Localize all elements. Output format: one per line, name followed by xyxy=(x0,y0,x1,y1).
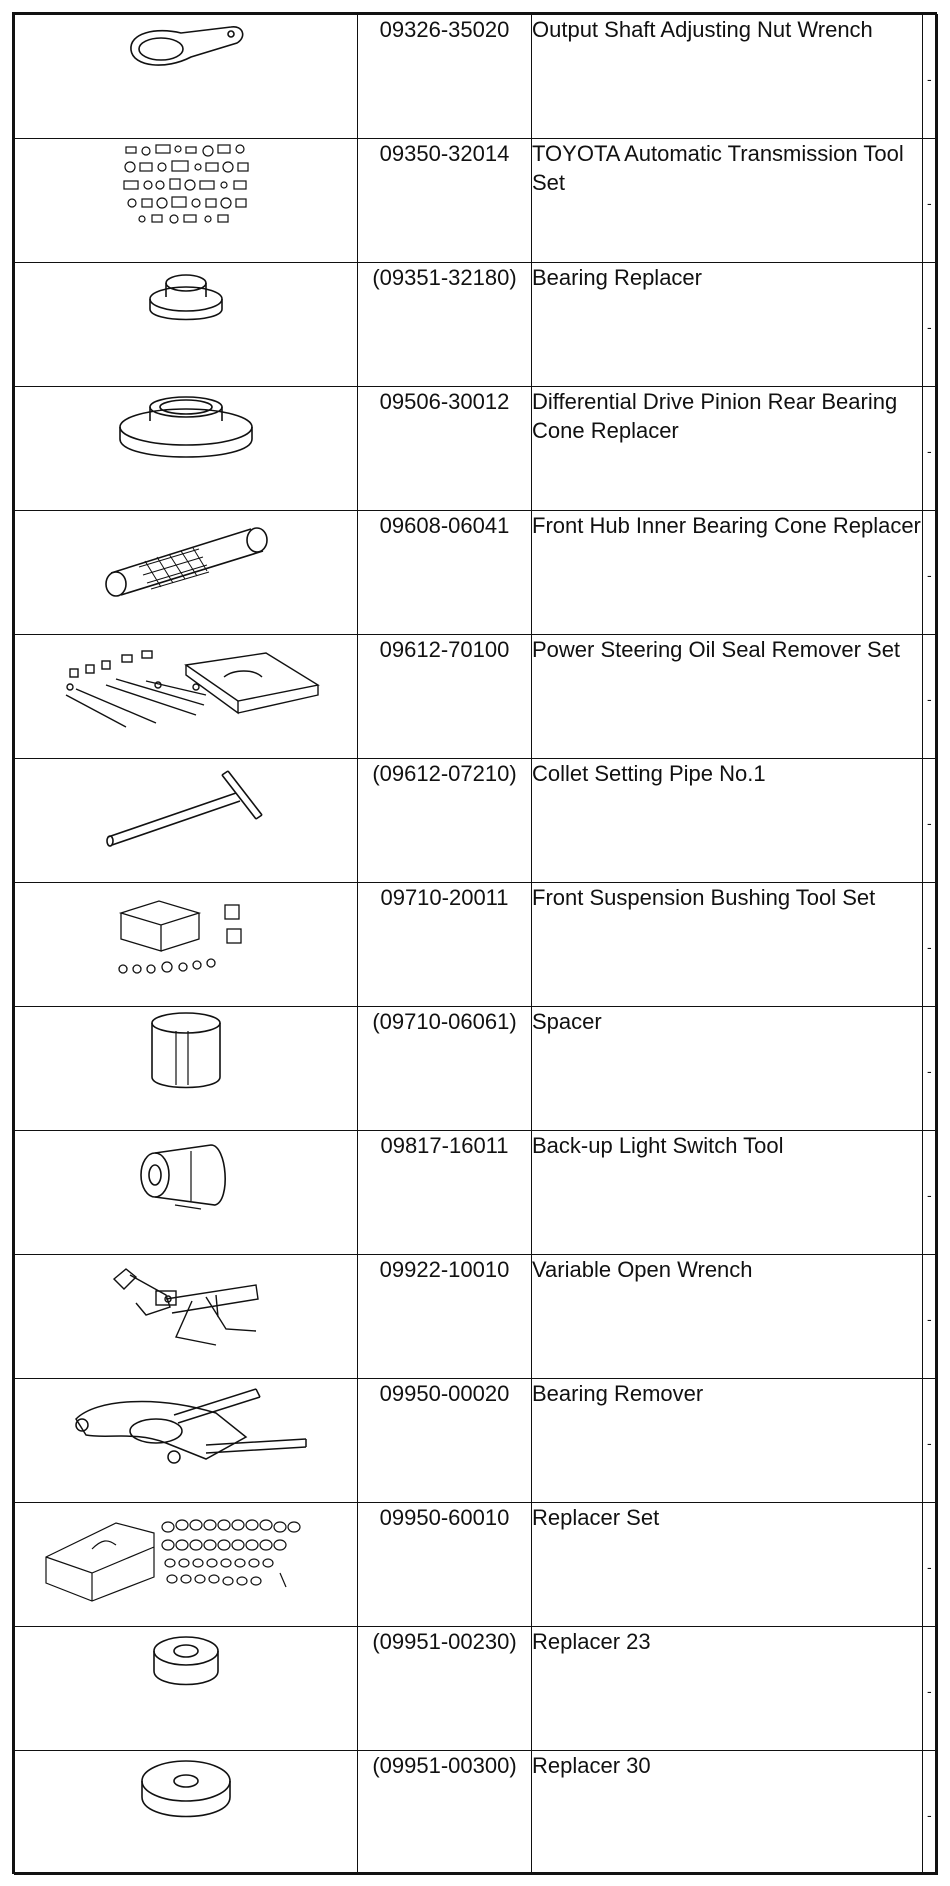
tool-illustration-cell xyxy=(15,759,358,883)
tool-name: Bearing Replacer xyxy=(532,263,923,387)
part-number: (09951-00230) xyxy=(358,1627,532,1751)
table-row xyxy=(15,759,938,883)
tool-name: TOYOTA Automatic Transmission Tool Set xyxy=(532,139,923,263)
note-mark: - xyxy=(927,1187,932,1203)
bushing-tool-set-icon xyxy=(111,883,261,983)
note-mark: - xyxy=(927,1311,932,1327)
tool-illustration-cell xyxy=(15,511,358,635)
note-mark: - xyxy=(927,691,932,707)
table-row xyxy=(15,1379,938,1503)
tool-illustration-cell xyxy=(15,1255,358,1379)
t-handle-pipe-icon xyxy=(96,759,276,849)
tool-name: Replacer 23 xyxy=(532,1627,923,1751)
tool-illustration-cell xyxy=(15,1751,358,1875)
tools-table xyxy=(14,14,938,1875)
tool-illustration-cell xyxy=(15,1503,358,1627)
tool-name: Differential Drive Pinion Rear Bearing Cone Replacer xyxy=(532,387,923,511)
spacer-icon xyxy=(136,1007,236,1097)
part-number: (09351-32180) xyxy=(358,263,532,387)
table-row xyxy=(15,1751,938,1875)
tool-illustration-cell xyxy=(15,1379,358,1503)
switch-tool-socket-icon xyxy=(131,1131,241,1221)
tool-name: Front Hub Inner Bearing Cone Replacer xyxy=(532,511,923,635)
table-row xyxy=(15,263,938,387)
table-row xyxy=(15,15,938,139)
table-row xyxy=(15,1503,938,1627)
tool-illustration-cell xyxy=(15,883,358,1007)
adjusting-nut-wrench-icon xyxy=(121,15,251,75)
note-mark: - xyxy=(927,1807,932,1823)
part-number: 09922-10010 xyxy=(358,1255,532,1379)
tool-illustration-cell xyxy=(15,1627,358,1751)
tool-name: Power Steering Oil Seal Remover Set xyxy=(532,635,923,759)
table-row xyxy=(15,883,938,1007)
table-row xyxy=(15,1007,938,1131)
note-mark: - xyxy=(927,939,932,955)
tool-illustration-cell xyxy=(15,1007,358,1131)
note-mark: - xyxy=(927,815,932,831)
note-mark: - xyxy=(927,567,932,583)
tool-illustration-cell xyxy=(15,387,358,511)
part-number: 09350-32014 xyxy=(358,139,532,263)
tool-set-parts-icon xyxy=(116,139,256,229)
tool-illustration-cell xyxy=(15,635,358,759)
tool-name: Output Shaft Adjusting Nut Wrench xyxy=(532,15,923,139)
note-mark: - xyxy=(927,1435,932,1451)
note-mark: - xyxy=(927,1683,932,1699)
tool-name: Bearing Remover xyxy=(532,1379,923,1503)
replacer-set-icon xyxy=(36,1503,336,1603)
part-number: (09951-00300) xyxy=(358,1751,532,1875)
tool-name: Variable Open Wrench xyxy=(532,1255,923,1379)
replacer-30-icon xyxy=(131,1751,241,1831)
note-mark: - xyxy=(927,195,932,211)
oil-seal-remover-set-icon xyxy=(46,635,326,735)
bearing-replacer-icon xyxy=(136,263,236,333)
table-row xyxy=(15,1255,938,1379)
tool-name: Back-up Light Switch Tool xyxy=(532,1131,923,1255)
part-number: 09817-16011 xyxy=(358,1131,532,1255)
tool-name: Replacer Set xyxy=(532,1503,923,1627)
table-row xyxy=(15,139,938,263)
tool-illustration-cell xyxy=(15,263,358,387)
part-number: 09710-20011 xyxy=(358,883,532,1007)
tool-name: Replacer 30 xyxy=(532,1751,923,1875)
note-mark: - xyxy=(927,443,932,459)
table-row xyxy=(15,1627,938,1751)
special-tools-table xyxy=(12,12,937,1874)
part-number: 09950-00020 xyxy=(358,1379,532,1503)
part-number: 09326-35020 xyxy=(358,15,532,139)
table-row xyxy=(15,387,938,511)
tool-name: Collet Setting Pipe No.1 xyxy=(532,759,923,883)
tool-illustration-cell xyxy=(15,15,358,139)
table-row xyxy=(15,511,938,635)
part-number: 09950-60010 xyxy=(358,1503,532,1627)
note-mark: - xyxy=(927,319,932,335)
tool-illustration-cell xyxy=(15,1131,358,1255)
bearing-cone-replacer-icon xyxy=(111,387,261,467)
bearing-remover-icon xyxy=(56,1379,316,1479)
part-number: (09710-06061) xyxy=(358,1007,532,1131)
part-number: (09612-07210) xyxy=(358,759,532,883)
note-mark: - xyxy=(927,71,932,87)
tool-name: Front Suspension Bushing Tool Set xyxy=(532,883,923,1007)
part-number: 09612-70100 xyxy=(358,635,532,759)
variable-open-wrench-icon xyxy=(106,1255,266,1355)
part-number: 09608-06041 xyxy=(358,511,532,635)
table-row xyxy=(15,635,938,759)
tool-name: Spacer xyxy=(532,1007,923,1131)
note-mark: - xyxy=(927,1063,932,1079)
tool-illustration-cell xyxy=(15,139,358,263)
table-row xyxy=(15,1131,938,1255)
knurled-cylinder-icon xyxy=(91,511,281,601)
replacer-23-icon xyxy=(141,1627,231,1697)
part-number: 09506-30012 xyxy=(358,387,532,511)
note-mark: - xyxy=(927,1559,932,1575)
